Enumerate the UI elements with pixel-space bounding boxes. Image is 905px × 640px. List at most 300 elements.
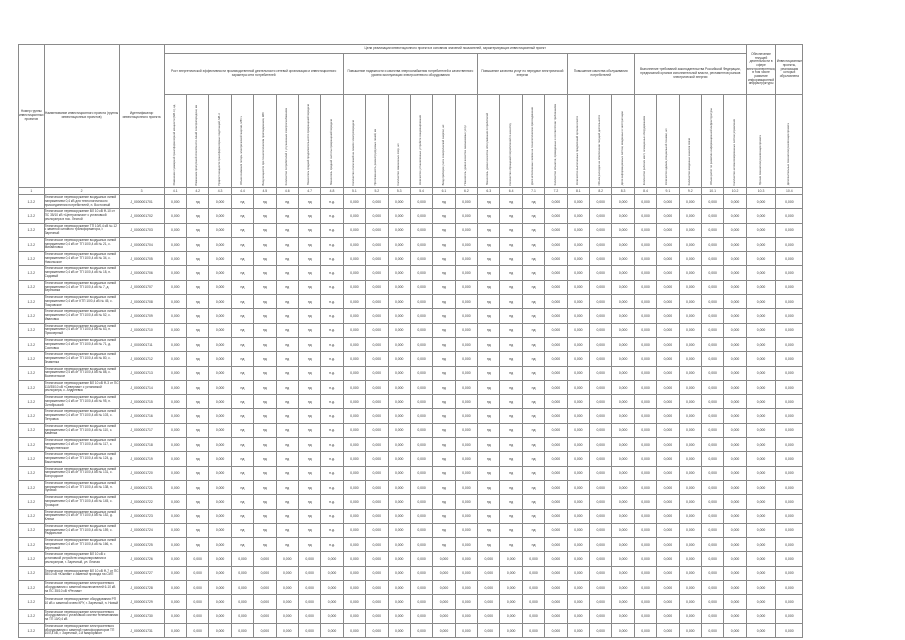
row-value: 0,000 bbox=[321, 552, 343, 566]
row-value: н.д. bbox=[321, 366, 343, 380]
row-value: 0,000 bbox=[164, 337, 186, 351]
row-value: 0,000 bbox=[545, 366, 567, 380]
row-value: 0,000 bbox=[590, 295, 612, 309]
row-value: 0,000 bbox=[366, 581, 388, 595]
row-value: 0,000 bbox=[746, 438, 776, 452]
col-header-goals: Цели реализации инвестиционного проекта в основном значений показателей, характеризующих инвестиционный проект bbox=[164, 45, 746, 54]
row-value: н.д. bbox=[321, 495, 343, 509]
row-value: 0,000 bbox=[366, 266, 388, 280]
row-value: нд bbox=[254, 352, 276, 366]
row-value: 0,000 bbox=[634, 523, 656, 537]
row-value: 0,000 bbox=[321, 609, 343, 623]
row-value: нд bbox=[276, 480, 298, 494]
row-value: 0,000 bbox=[455, 595, 477, 609]
row-value: 0,000 bbox=[478, 566, 500, 580]
row-project-id: J_0000001720 bbox=[119, 466, 164, 480]
row-value: 0,000 bbox=[545, 423, 567, 437]
row-value: нд bbox=[276, 195, 298, 209]
row-value: 0,000 bbox=[776, 252, 803, 266]
row-value: н.д. bbox=[321, 509, 343, 523]
row-value: 0,000 bbox=[410, 552, 432, 566]
row-value: 0,000 bbox=[612, 523, 634, 537]
row-value: 0,000 bbox=[164, 237, 186, 251]
row-value: 0,000 bbox=[388, 523, 410, 537]
row-value: 0,000 bbox=[186, 552, 208, 566]
row-value: 0,000 bbox=[410, 509, 432, 523]
row-project-name: Техническое перевооружение воздушных линий напряжением 0,4 кВ от ТП 10/0,4 кВ № 124, д. Васильевка bbox=[44, 452, 119, 466]
row-value: 0,000 bbox=[657, 623, 679, 637]
row-value: 0,000 bbox=[545, 409, 567, 423]
row-value: 0,000 bbox=[746, 480, 776, 494]
row-value: нд bbox=[500, 438, 522, 452]
row-value: 0,000 bbox=[746, 366, 776, 380]
row-value: нд bbox=[522, 538, 544, 552]
row-value: н.д. bbox=[321, 423, 343, 437]
row-value: 0,000 bbox=[343, 337, 365, 351]
row-value: 0,000 bbox=[522, 595, 544, 609]
col-number: 5.3 bbox=[388, 188, 410, 195]
row-value: 0,000 bbox=[746, 552, 776, 566]
row-group-number: 1.2.2 bbox=[19, 323, 45, 337]
row-value: н.д. bbox=[321, 452, 343, 466]
row-project-name: Техническое перевооружение ВЛ 10 кВ с установкой устройств секционирования и реклоузеров, г. Заречный, ул. Лесная bbox=[44, 552, 119, 566]
row-value: нд bbox=[522, 223, 544, 237]
row-value: 0,000 bbox=[343, 366, 365, 380]
row-group-number: 1.2.2 bbox=[19, 509, 45, 523]
row-value: н.д. bbox=[321, 409, 343, 423]
row-value: нд bbox=[298, 523, 320, 537]
row-group-number: 1.2.2 bbox=[19, 552, 45, 566]
row-value: нд bbox=[478, 423, 500, 437]
row-value: 0,000 bbox=[366, 323, 388, 337]
row-value: 0,000 bbox=[164, 438, 186, 452]
table-row bbox=[19, 509, 803, 523]
row-value: 0,000 bbox=[231, 595, 253, 609]
row-value: 0,000 bbox=[388, 552, 410, 566]
row-value: 0,000 bbox=[321, 581, 343, 595]
row-value: 0,000 bbox=[455, 623, 477, 637]
row-value: 0,000 bbox=[657, 352, 679, 366]
row-value: 0,000 bbox=[679, 552, 701, 566]
row-value: 0,000 bbox=[164, 566, 186, 580]
row-value: 0,000 bbox=[410, 495, 432, 509]
row-value: 0,000 bbox=[634, 395, 656, 409]
row-value: 0,000 bbox=[567, 423, 589, 437]
row-value: нд bbox=[231, 266, 253, 280]
row-value: 0,000 bbox=[388, 581, 410, 595]
row-project-name: Техническое перевооружение воздушных линий напряжением 0,4 кВ от ТП 10/0,4 кВ № 80, с. Знаменка bbox=[44, 352, 119, 366]
row-value: н.д. bbox=[321, 237, 343, 251]
row-value: 0,000 bbox=[634, 581, 656, 595]
row-value: н.д. bbox=[321, 438, 343, 452]
row-value: н.д. bbox=[321, 309, 343, 323]
row-value: нд bbox=[433, 195, 455, 209]
row-project-id: J_0000001707 bbox=[119, 280, 164, 294]
row-value: 0,000 bbox=[298, 623, 320, 637]
row-value: нд bbox=[522, 480, 544, 494]
row-value: 0,000 bbox=[567, 380, 589, 394]
row-value: 0,000 bbox=[164, 252, 186, 266]
row-value: нд bbox=[186, 438, 208, 452]
row-value: 0,000 bbox=[776, 523, 803, 537]
row-value: 0,000 bbox=[254, 552, 276, 566]
col-number: 1 bbox=[19, 188, 45, 195]
row-value: нд bbox=[478, 395, 500, 409]
row-value: нд bbox=[254, 466, 276, 480]
row-value: 0,000 bbox=[657, 337, 679, 351]
row-value: 0,000 bbox=[746, 280, 776, 294]
row-project-id: J_0000001730 bbox=[119, 609, 164, 623]
row-value: 0,000 bbox=[343, 552, 365, 566]
row-value: нд bbox=[276, 380, 298, 394]
row-value: 0,000 bbox=[612, 452, 634, 466]
row-value: нд bbox=[254, 509, 276, 523]
row-project-id: J_0000001728 bbox=[119, 581, 164, 595]
row-value: 0,000 bbox=[455, 252, 477, 266]
row-value: 0,000 bbox=[410, 609, 432, 623]
row-value: 0,000 bbox=[164, 538, 186, 552]
row-value: нд bbox=[276, 452, 298, 466]
row-value: 0,000 bbox=[776, 552, 803, 566]
col-subheader: Объем расходов на обеспечение текущей деятельности bbox=[590, 95, 612, 188]
row-value: 0,000 bbox=[776, 223, 803, 237]
row-value: нд bbox=[254, 266, 276, 280]
row-value: 0,000 bbox=[455, 280, 477, 294]
row-value: 0,000 bbox=[724, 438, 746, 452]
row-value: 0,000 bbox=[455, 352, 477, 366]
row-value: нд bbox=[254, 523, 276, 537]
row-value: 0,000 bbox=[701, 409, 723, 423]
table-row bbox=[19, 366, 803, 380]
row-value: 0,000 bbox=[679, 395, 701, 409]
row-value: 0,000 bbox=[590, 237, 612, 251]
row-value: 0,000 bbox=[209, 581, 231, 595]
row-value: 0,000 bbox=[164, 581, 186, 595]
row-value: 0,000 bbox=[164, 452, 186, 466]
row-value: 0,000 bbox=[455, 566, 477, 580]
row-value: нд bbox=[500, 252, 522, 266]
row-value: 0,000 bbox=[657, 538, 679, 552]
row-value: 0,000 bbox=[590, 609, 612, 623]
table-row bbox=[19, 266, 803, 280]
col-subheader: Показатель уровня качества обслуживания потребителей bbox=[478, 95, 500, 188]
row-value: нд bbox=[276, 280, 298, 294]
row-value: 0,000 bbox=[590, 266, 612, 280]
row-value: 0,000 bbox=[545, 552, 567, 566]
row-value: 0,000 bbox=[164, 366, 186, 380]
row-value: 0,000 bbox=[209, 295, 231, 309]
row-value: 0,000 bbox=[657, 509, 679, 523]
row-value: 0,000 bbox=[701, 423, 723, 437]
row-value: нд bbox=[433, 337, 455, 351]
col-number: 6.4 bbox=[500, 188, 522, 195]
row-value: 0,000 bbox=[657, 595, 679, 609]
col-header-group-7: Инвестиционные проекты, реализация которых обусловлена bbox=[776, 45, 803, 95]
row-value: 0,000 bbox=[209, 480, 231, 494]
row-value: 0,000 bbox=[388, 423, 410, 437]
row-project-name: Техническое перевооружение электросетевого оборудования с заменой выключателей 6-10 кВ на ПС 35/10 кВ «Речная» bbox=[44, 581, 119, 595]
row-value: 0,000 bbox=[724, 252, 746, 266]
row-value: 0,000 bbox=[657, 438, 679, 452]
row-value: нд bbox=[522, 395, 544, 409]
row-value: 0,000 bbox=[634, 380, 656, 394]
row-project-name: Техническое перевооружение воздушных линий напряжением 0,4 кВ от ТП 10/0,4 кВ № 103, с. Петровка bbox=[44, 409, 119, 423]
row-value: нд bbox=[231, 509, 253, 523]
row-value: 0,000 bbox=[746, 309, 776, 323]
row-value: 0,000 bbox=[567, 581, 589, 595]
row-value: нд bbox=[478, 295, 500, 309]
row-value: 0,000 bbox=[634, 509, 656, 523]
row-value: 0,000 bbox=[567, 223, 589, 237]
row-value: 0,000 bbox=[433, 566, 455, 580]
row-value: 0,000 bbox=[388, 223, 410, 237]
row-value: 0,000 bbox=[612, 352, 634, 366]
row-value: 0,000 bbox=[746, 380, 776, 394]
row-value: 0,000 bbox=[388, 623, 410, 637]
row-value: нд bbox=[478, 409, 500, 423]
row-value: нд bbox=[254, 295, 276, 309]
row-value: нд bbox=[433, 252, 455, 266]
row-value: нд bbox=[298, 538, 320, 552]
row-value: 0,000 bbox=[164, 466, 186, 480]
row-value: 0,000 bbox=[657, 609, 679, 623]
row-value: нд bbox=[500, 223, 522, 237]
row-group-number: 1.2.2 bbox=[19, 609, 45, 623]
row-group-number: 1.2.2 bbox=[19, 309, 45, 323]
row-value: н.д. bbox=[321, 295, 343, 309]
row-value: 0,000 bbox=[343, 295, 365, 309]
row-project-id: J_0000001703 bbox=[119, 223, 164, 237]
row-value: нд bbox=[478, 452, 500, 466]
row-value: 0,000 bbox=[410, 523, 432, 537]
row-value: нд bbox=[254, 538, 276, 552]
col-number: 4.8 bbox=[321, 188, 343, 195]
row-value: 0,000 bbox=[746, 609, 776, 623]
row-project-name: Техническое перевооружение воздушных линий напряжением 0,4 кВ от ТП 10/0,4 кВ № 117, с. Рождественское bbox=[44, 438, 119, 452]
row-value: 0,000 bbox=[321, 623, 343, 637]
row-value: 0,000 bbox=[776, 209, 803, 223]
row-value: нд bbox=[298, 237, 320, 251]
row-project-id: J_0000001708 bbox=[119, 295, 164, 309]
row-value: 0,000 bbox=[634, 409, 656, 423]
row-project-name: Техническое перевооружение воздушных линий напряжением 0,4 кВ от ТП 10/0,4 кВ № 110, с. Каменка bbox=[44, 423, 119, 437]
row-value: 0,000 bbox=[679, 266, 701, 280]
row-value: 0,000 bbox=[366, 366, 388, 380]
row-value: 0,000 bbox=[410, 395, 432, 409]
row-value: 0,000 bbox=[612, 223, 634, 237]
table-row bbox=[19, 352, 803, 366]
row-value: нд bbox=[254, 380, 276, 394]
row-value: 0,000 bbox=[612, 380, 634, 394]
row-value: 0,000 bbox=[209, 595, 231, 609]
row-value: 0,000 bbox=[634, 252, 656, 266]
row-value: 0,000 bbox=[209, 280, 231, 294]
row-value: 0,000 bbox=[590, 452, 612, 466]
row-value: 0,000 bbox=[612, 409, 634, 423]
row-value: 0,000 bbox=[679, 566, 701, 580]
row-value: нд bbox=[522, 280, 544, 294]
row-value: 0,000 bbox=[746, 423, 776, 437]
row-value: 0,000 bbox=[410, 423, 432, 437]
row-value: 0,000 bbox=[433, 609, 455, 623]
row-value: 0,000 bbox=[164, 509, 186, 523]
row-value: 0,000 bbox=[388, 337, 410, 351]
table-row bbox=[19, 609, 803, 623]
row-value: нд bbox=[500, 380, 522, 394]
col-subheader: Протяженность реконструируемых линий, км bbox=[366, 95, 388, 188]
row-group-number: 1.2.2 bbox=[19, 380, 45, 394]
row-value: нд bbox=[522, 266, 544, 280]
row-value: 0,000 bbox=[724, 352, 746, 366]
row-value: 0,000 bbox=[590, 623, 612, 637]
col-subheader: Прирост мощности трансформаторных подстанций, МВ·А bbox=[209, 95, 231, 188]
row-value: 0,000 bbox=[388, 438, 410, 452]
row-project-name: Техническое перевооружение электросетевого оборудования с установкой систем телемеханики на ТП 10/0,4 кВ bbox=[44, 609, 119, 623]
row-value: 0,000 bbox=[343, 566, 365, 580]
row-value: 0,000 bbox=[746, 581, 776, 595]
row-project-name: Техническое перевооружение воздушных линий напряжением 0,4 кВ для технологического присоединения потребителей, п. Восточный bbox=[44, 195, 119, 209]
row-value: 0,000 bbox=[746, 452, 776, 466]
row-value: 0,000 bbox=[634, 438, 656, 452]
row-value: 0,000 bbox=[724, 337, 746, 351]
row-value: 0,000 bbox=[634, 323, 656, 337]
row-value: нд bbox=[254, 309, 276, 323]
row-value: нд bbox=[522, 438, 544, 452]
row-value: 0,000 bbox=[545, 438, 567, 452]
row-value: 0,000 bbox=[410, 309, 432, 323]
row-value: 0,000 bbox=[366, 523, 388, 537]
row-value: 0,000 bbox=[209, 452, 231, 466]
row-value: 0,000 bbox=[701, 223, 723, 237]
row-value: 0,000 bbox=[590, 380, 612, 394]
row-value: нд bbox=[500, 452, 522, 466]
row-value: нд bbox=[478, 495, 500, 509]
row-value: 0,000 bbox=[186, 581, 208, 595]
row-value: нд bbox=[433, 438, 455, 452]
row-value: 0,000 bbox=[724, 523, 746, 537]
row-value: 0,000 bbox=[724, 495, 746, 509]
row-value: 0,000 bbox=[366, 538, 388, 552]
row-value: 0,000 bbox=[724, 237, 746, 251]
row-value: 0,000 bbox=[567, 295, 589, 309]
row-value: нд bbox=[500, 237, 522, 251]
table-row bbox=[19, 223, 803, 237]
row-value: нд bbox=[298, 223, 320, 237]
row-value: 0,000 bbox=[657, 366, 679, 380]
row-value: нд bbox=[186, 309, 208, 323]
row-value: 0,000 bbox=[679, 609, 701, 623]
row-value: 0,000 bbox=[679, 223, 701, 237]
row-project-id: J_0000001715 bbox=[119, 395, 164, 409]
row-value: 0,000 bbox=[410, 237, 432, 251]
col-subheader: Количество установленных устройств секционирования bbox=[410, 95, 432, 188]
row-value: 0,000 bbox=[209, 366, 231, 380]
row-value: 0,000 bbox=[410, 595, 432, 609]
row-value: 0,000 bbox=[455, 295, 477, 309]
row-value: нд bbox=[186, 209, 208, 223]
row-value: 0,000 bbox=[298, 581, 320, 595]
row-value: 0,000 bbox=[567, 280, 589, 294]
row-value: 0,000 bbox=[500, 566, 522, 580]
row-value: нд bbox=[231, 237, 253, 251]
row-value: нд bbox=[500, 523, 522, 537]
row-value: нд bbox=[478, 266, 500, 280]
row-value: 0,000 bbox=[657, 380, 679, 394]
row-project-name: Техническое перевооружение воздушных линий напряжением 0,4 кВ от КТП 10/0,4 кВ № 45, с. Покровское bbox=[44, 295, 119, 309]
row-value: н.д. bbox=[321, 195, 343, 209]
row-value: 0,000 bbox=[701, 595, 723, 609]
row-value: 0,000 bbox=[657, 452, 679, 466]
row-value: нд bbox=[433, 538, 455, 552]
row-value: нд bbox=[276, 309, 298, 323]
row-value: нд bbox=[433, 395, 455, 409]
row-value: 0,000 bbox=[776, 509, 803, 523]
row-value: 0,000 bbox=[343, 495, 365, 509]
row-value: 0,000 bbox=[410, 337, 432, 351]
row-value: 0,000 bbox=[612, 280, 634, 294]
row-value: 0,000 bbox=[612, 337, 634, 351]
row-project-id: J_0000001702 bbox=[119, 209, 164, 223]
row-value: 0,000 bbox=[209, 538, 231, 552]
row-value: 0,000 bbox=[388, 309, 410, 323]
row-value: нд bbox=[500, 195, 522, 209]
row-group-number: 1.2.2 bbox=[19, 423, 45, 437]
row-value: 0,000 bbox=[500, 581, 522, 595]
row-value: 0,000 bbox=[701, 237, 723, 251]
row-value: нд bbox=[522, 209, 544, 223]
row-value: 0,000 bbox=[276, 623, 298, 637]
row-value: нд bbox=[231, 438, 253, 452]
col-number: 4.3 bbox=[209, 188, 231, 195]
row-value: 0,000 bbox=[724, 452, 746, 466]
row-group-number: 1.2.2 bbox=[19, 566, 45, 580]
row-value: 0,000 bbox=[657, 395, 679, 409]
row-value: 0,000 bbox=[366, 223, 388, 237]
row-value: нд bbox=[231, 423, 253, 437]
row-value: 0,000 bbox=[522, 623, 544, 637]
row-value: 0,000 bbox=[776, 352, 803, 366]
row-value: 0,000 bbox=[776, 623, 803, 637]
row-value: 0,000 bbox=[679, 337, 701, 351]
row-value: 0,000 bbox=[746, 395, 776, 409]
row-value: н.д. bbox=[321, 280, 343, 294]
row-value: 0,000 bbox=[612, 595, 634, 609]
row-value: нд bbox=[433, 209, 455, 223]
row-value: 0,000 bbox=[679, 237, 701, 251]
row-value: 0,000 bbox=[410, 223, 432, 237]
table-row bbox=[19, 595, 803, 609]
row-value: нд bbox=[522, 495, 544, 509]
row-value: 0,000 bbox=[410, 538, 432, 552]
row-group-number: 1.2.2 bbox=[19, 280, 45, 294]
row-value: нд bbox=[254, 337, 276, 351]
row-value: 0,000 bbox=[679, 452, 701, 466]
row-project-id: J_0000001719 bbox=[119, 452, 164, 466]
row-value: 0,000 bbox=[343, 195, 365, 209]
row-value: 0,000 bbox=[254, 609, 276, 623]
row-value: 0,000 bbox=[455, 552, 477, 566]
row-value: 0,000 bbox=[410, 295, 432, 309]
row-value: 0,000 bbox=[567, 538, 589, 552]
col-subheader: Ввод приборов учета электрической энергии, шт. bbox=[433, 95, 455, 188]
row-value: нд bbox=[478, 466, 500, 480]
row-value: 0,000 bbox=[612, 495, 634, 509]
row-value: нд bbox=[186, 538, 208, 552]
row-project-name: Техническое перевооружение воздушных линий напряжением 0,4 кВ от ТП 10/0,4 кВ № 152, д. Ключи bbox=[44, 509, 119, 523]
row-value: н.д. bbox=[321, 223, 343, 237]
row-value: 0,000 bbox=[209, 223, 231, 237]
row-value: 0,000 bbox=[343, 323, 365, 337]
